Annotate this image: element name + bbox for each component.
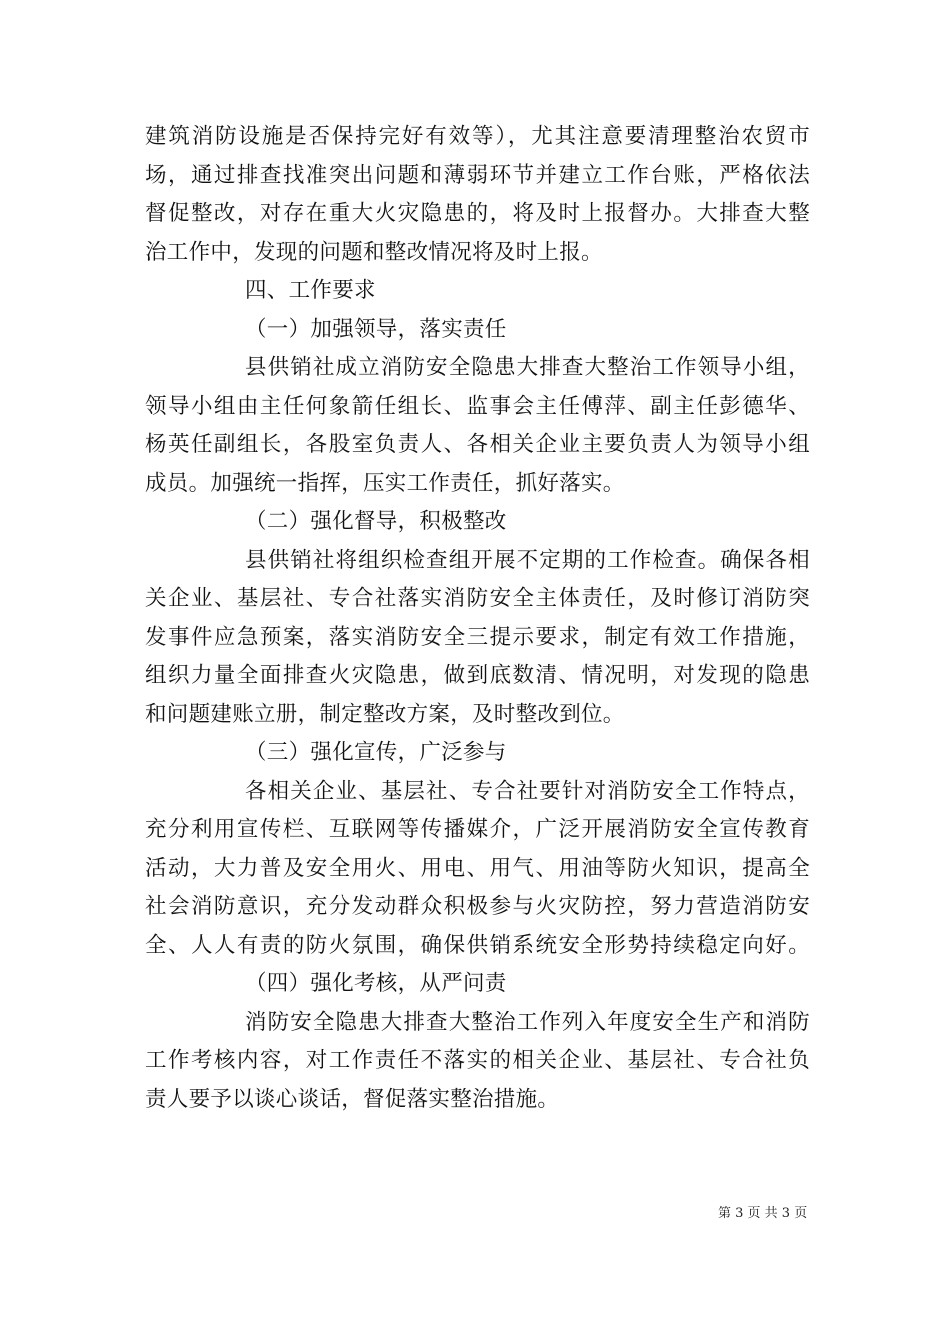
subsection-heading: （四）强化考核，从严问责 (245, 971, 507, 996)
body-line: 领导小组由主任何象箭任组长、监事会主任傅萍、副主任彭德华、 (145, 393, 810, 419)
body-line: 县供销社成立消防安全隐患大排查大整治工作领导小组， (245, 355, 810, 380)
body-line: 县供销社将组织检查组开展不定期的工作检查。确保各相 (245, 547, 810, 573)
body-line: 消防安全隐患大排查大整治工作列入年度安全生产和消防 (245, 1009, 810, 1035)
body-line: 发事件应急预案，落实消防安全三提示要求，制定有效工作措施， (145, 624, 810, 650)
body-line: 社会消防意识，充分发动群众积极参与火灾防控，努力营造消防安 (145, 894, 810, 919)
body-line: 场，通过排查找准突出问题和薄弱环节并建立工作台账，严格依法 (145, 162, 810, 188)
body-line: 活动，大力普及安全用火、用电、用气、用油等防火知识，提高全 (145, 855, 810, 881)
body-line: 组织力量全面排查火灾隐患，做到底数清、情况明，对发现的隐患 (145, 663, 810, 688)
subsection-heading: （三）强化宣传，广泛参与 (245, 740, 507, 765)
page-number: 第 3 页 共 3 页 (718, 1206, 808, 1221)
body-line: 治工作中，发现的问题和整改情况将及时上报。 (145, 239, 603, 265)
subsection-heading: （二）强化督导，积极整改 (245, 509, 507, 534)
body-line: 和问题建账立册，制定整改方案，及时整改到位。 (145, 701, 625, 727)
body-line: 建筑消防设施是否保持完好有效等），尤其注意要清理整治农贸市 (145, 124, 810, 149)
subsection-heading: （一）加强领导，落实责任 (245, 316, 507, 342)
body-line: 督促整改，对存在重大火灾隐患的，将及时上报督办。大排查大整 (145, 201, 810, 226)
body-line: 关企业、基层社、专合社落实消防安全主体责任，及时修订消防突 (145, 586, 810, 611)
body-line: 成员。加强统一指挥，压实工作责任，抓好落实。 (145, 470, 625, 496)
body-line: 杨英任副组长，各股室负责人、各相关企业主要负责人为领导小组 (145, 432, 810, 457)
body-line: 充分利用宣传栏、互联网等传播媒介，广泛开展消防安全宣传教育 (145, 817, 810, 842)
section-heading: 四、工作要求 (245, 278, 376, 303)
body-line: 全、人人有责的防火氛围，确保供销系统安全形势持续稳定向好。 (145, 932, 810, 958)
body-line: 工作考核内容，对工作责任不落实的相关企业、基层社、专合社负 (145, 1048, 810, 1073)
body-line: 各相关企业、基层社、专合社要针对消防安全工作特点， (245, 778, 810, 804)
document-body (145, 118, 810, 1119)
body-line: 责人要予以谈心谈话，督促落实整治措施。 (145, 1086, 560, 1112)
